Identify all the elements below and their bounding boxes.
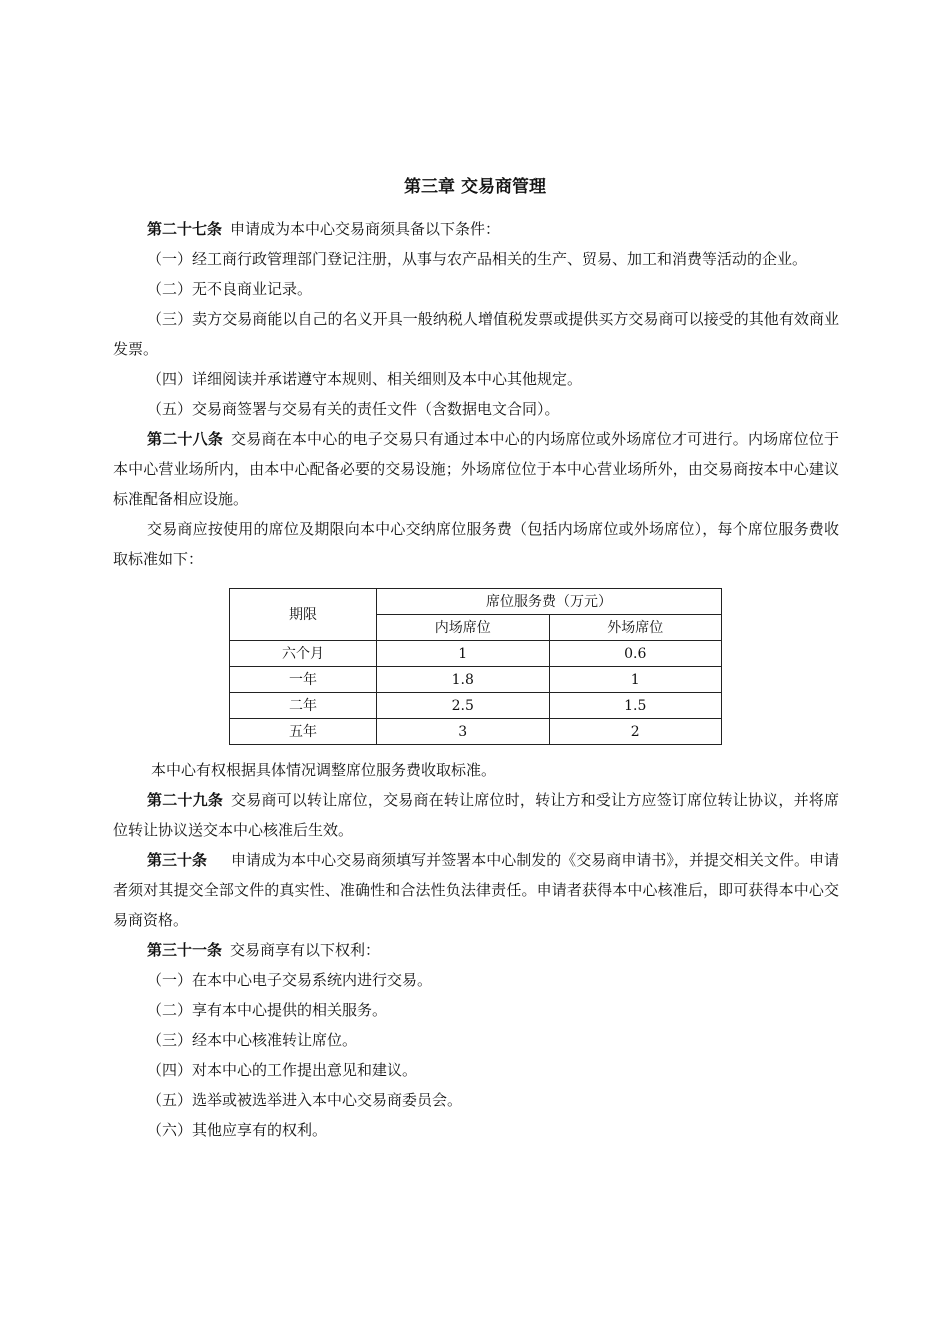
list-item: （五）交易商签署与交易有关的责任文件（含数据电文合同）。	[147, 400, 560, 418]
outer-fee-cell: 0.6	[549, 641, 722, 667]
article-31	[113, 935, 839, 965]
outer-seat-header: 外场席位	[549, 615, 722, 641]
article-label: 第三十条	[147, 851, 208, 869]
list-item: （四）详细阅读并承诺遵守本规则、相关细则及本中心其他规定。	[147, 370, 583, 388]
outer-fee-cell: 1	[549, 667, 722, 693]
period-cell: 六个月	[230, 641, 377, 667]
fee-note: 本中心有权根据具体情况调整席位服务费收取标准。	[151, 761, 497, 779]
list-item: （二）无不良商业记录。	[147, 280, 313, 298]
article-text: 交易商可以转让席位，交易商在转让席位时，转让方和受让方应签订席位转让协议，并将席位转让协议送交本中心核准后生效。	[113, 791, 839, 839]
article-28	[113, 424, 839, 514]
list-item: （三）经本中心核准转让席位。	[147, 1031, 358, 1049]
article-30	[113, 845, 839, 935]
list-item: （六）其他应享有的权利。	[147, 1121, 328, 1139]
list-item: （三）卖方交易商能以自己的名义开具一般纳税人增值税发票或提供买方交易商可以接受的其他有效商业发票。	[113, 310, 839, 358]
inner-fee-cell: 3	[377, 719, 550, 745]
seat-fee-table	[229, 588, 722, 745]
inner-seat-header: 内场席位	[377, 615, 550, 641]
list-item: （二）享有本中心提供的相关服务。	[147, 1001, 388, 1019]
inner-fee-cell: 1.8	[377, 667, 550, 693]
article-text: 交易商享有以下权利：	[230, 941, 381, 959]
period-header: 期限	[230, 589, 377, 641]
fee-header: 席位服务费（万元）	[377, 589, 722, 615]
list-item: （一）经工商行政管理部门登记注册，从事与农产品相关的生产、贸易、加工和消费等活动的企业。	[147, 250, 808, 268]
list-item: （四）对本中心的工作提出意见和建议。	[147, 1061, 418, 1079]
outer-fee-cell: 2	[549, 719, 722, 745]
period-cell: 一年	[230, 667, 377, 693]
table-row	[230, 667, 722, 693]
table-row	[230, 641, 722, 667]
article-label: 第二十九条	[147, 791, 224, 809]
fee-intro: 交易商应按使用的席位及期限向本中心交纳席位服务费（包括内场席位或外场席位），每个席位服务费收取标准如下：	[113, 520, 839, 568]
article-text: 申请成为本中心交易商须具备以下条件：	[230, 220, 501, 238]
inner-fee-cell: 1	[377, 641, 550, 667]
list-item: （一）在本中心电子交易系统内进行交易。	[147, 971, 433, 989]
article-27	[113, 214, 839, 244]
document-body	[113, 214, 839, 1145]
list-item: （五）选举或被选举进入本中心交易商委员会。	[147, 1091, 463, 1109]
article-label: 第二十七条	[147, 220, 223, 238]
inner-fee-cell: 2.5	[377, 693, 550, 719]
article-label: 第二十八条	[147, 430, 224, 448]
article-29	[113, 785, 839, 845]
table-row	[230, 719, 722, 745]
chapter-title: 第三章 交易商管理	[404, 177, 546, 197]
outer-fee-cell: 1.5	[549, 693, 722, 719]
period-cell: 二年	[230, 693, 377, 719]
article-label: 第三十一条	[147, 941, 223, 959]
article-text: 交易商在本中心的电子交易只有通过本中心的内场席位或外场席位才可进行。内场席位位于本中心营业场所内，由本中心配备必要的交易设施；外场席位位于本中心营业场所外，由交易商按本中心建议标准配备相应设施。	[113, 430, 839, 508]
table-row	[230, 693, 722, 719]
period-cell: 五年	[230, 719, 377, 745]
article-text: 申请成为本中心交易商须填写并签署本中心制发的《交易商申请书》，并提交相关文件。申请者须对其提交全部文件的真实性、准确性和合法性负法律责任。申请者获得本中心核准后，即可获得本中心交易商资格。	[113, 851, 839, 929]
